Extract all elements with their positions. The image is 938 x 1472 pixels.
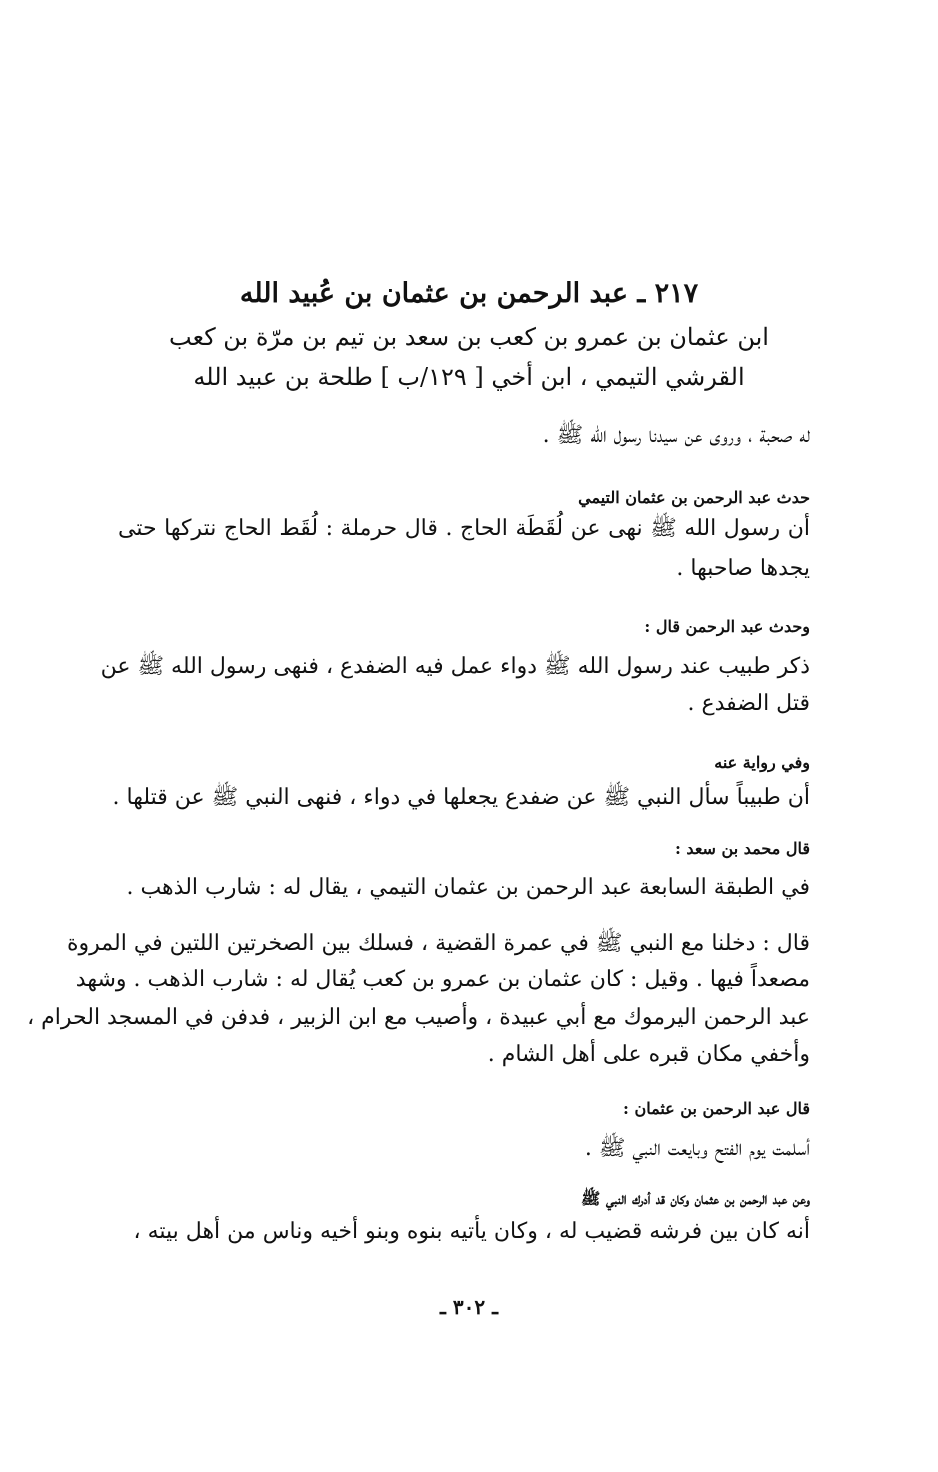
entry-title: ٢١٧ ـ عبد الرحمن بن عثمان بن عُبيد الله xyxy=(239,278,699,309)
entry-lineage-line-1: ابن عثمان بن عمرو بن كعب بن سعد بن تيم بن مرّة بن كعب xyxy=(169,323,769,351)
page-number: ـ ٣٠٢ ـ xyxy=(440,1295,498,1319)
chain-heading-4: قال محمد بن سعد : xyxy=(674,839,810,858)
chain-heading-6: وعن عبد الرحمن بن عثمان وكان قد أدرك النبي ﷺ xyxy=(581,1189,810,1208)
hadith-6-line-1: أنه كان بين فرشه قضيب له ، وكان يأتيه بنوه وبنو أخيه وناس من أهل بيته ، xyxy=(133,1219,810,1244)
entry-lineage-line-2: القرشي التيمي ، ابن أخي [ ١٢٩/ب ] طلحة بن عبيد الله xyxy=(193,363,745,391)
hadith-2-line-1: ذكر طبيب عند رسول الله ﷺ دواء عمل فيه الضفدع ، فنهى رسول الله ﷺ عن xyxy=(100,654,810,679)
ibn-saad-report-line-2: مصعداً فيها . وقيل : كان عثمان بن عمرو بن كعب يُقال له : شارب الذهب . وشهد xyxy=(75,967,810,992)
chain-heading-1: حدث عبد الرحمن بن عثمان التيمي xyxy=(578,488,810,507)
intro-text: له صحبة ، وروى عن سيدنا رسول الله ﷺ . xyxy=(542,423,810,448)
hadith-5-line-1: أسلمت يوم الفتح وبايعت النبي ﷺ . xyxy=(584,1136,810,1161)
chain-heading-5: قال عبد الرحمن بن عثمان : xyxy=(622,1099,810,1118)
hadith-1-line-1: أن رسول الله ﷺ نهى عن لُقَطَة الحاج . قال حرملة : لُقَط الحاج نتركها حتى xyxy=(118,516,810,541)
hadith-3-line-1: أن طبيباً سأل النبي ﷺ عن ضفدع يجعلها في دواء ، فنهى النبي ﷺ عن قتلها . xyxy=(112,785,810,810)
ibn-saad-report-line-1: قال : دخلنا مع النبي ﷺ في عمرة القضية ، فسلك بين الصخرتين اللتين في المروة xyxy=(67,931,810,956)
ibn-saad-report-line-3: عبد الرحمن اليرموك مع أبي عبيدة ، وأصيب مع ابن الزبير ، فدفن في المسجد الحرام ، xyxy=(27,1005,810,1030)
hadith-1-line-2: يجدها صاحبها . xyxy=(676,556,810,581)
chain-heading-3: وفي رواية عنه xyxy=(714,753,810,772)
hadith-2-line-2: قتل الضفدع . xyxy=(687,691,810,716)
ibn-saad-report-line-4: وأخفي مكان قبره على أهل الشام . xyxy=(487,1042,810,1067)
ibn-saad-line-1: في الطبقة السابعة عبد الرحمن بن عثمان التيمي ، يقال له : شارب الذهب . xyxy=(126,875,810,900)
chain-heading-2: وحدث عبد الرحمن قال : xyxy=(644,617,810,636)
